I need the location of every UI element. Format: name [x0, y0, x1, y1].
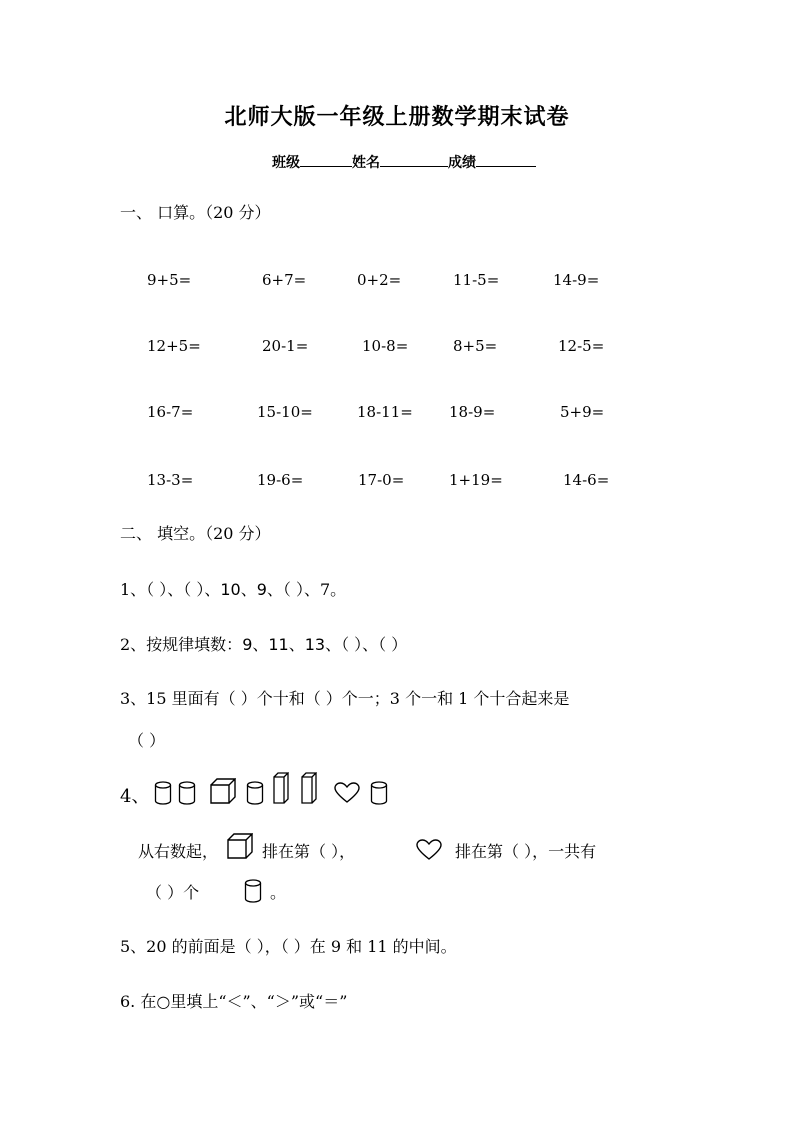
problem: 6+7=: [262, 271, 307, 289]
problem: 13-3=: [147, 471, 194, 489]
q1-nums: 10、9、: [220, 580, 283, 599]
q4-line1-b: 排在第（ ），: [262, 842, 356, 861]
problem: 15-10=: [257, 403, 313, 421]
problem: 1+19=: [449, 471, 503, 489]
problem: 18-9=: [449, 403, 496, 421]
class-label: 班级: [272, 155, 300, 171]
cuboid-icon: [301, 772, 317, 804]
problem: 19-6=: [257, 471, 304, 489]
question-4-label: 4、: [120, 786, 150, 807]
problem: 10-8=: [362, 337, 409, 355]
cylinder-icon: [370, 781, 388, 805]
heart-icon: [416, 839, 442, 861]
problem: 20-1=: [262, 337, 309, 355]
problem: 18-11=: [357, 403, 413, 421]
cylinder-icon: [244, 879, 262, 903]
q1-suffix: （ ）、7。: [282, 580, 347, 599]
problem: 12+5=: [147, 337, 201, 355]
q1-prefix: 1、（ ）、（ ）、: [120, 580, 221, 599]
name-blank[interactable]: [380, 152, 448, 167]
problem: 16-7=: [147, 403, 194, 421]
q2-nums: 9、11、13、: [242, 635, 342, 654]
cylinder-icon: [154, 781, 172, 805]
question-3-line2: （ ）: [128, 731, 166, 750]
page-title: 北师大版一年级上册数学期末试卷: [224, 104, 570, 130]
heart-icon: [334, 782, 360, 804]
question-3-line1: 3、15 里面有（ ）个十和（ ）个一；3 个一和 1 个十合起来是: [120, 689, 570, 708]
problem: 0+2=: [357, 271, 402, 289]
q2-prefix: 2、按规律填数：: [120, 635, 243, 654]
problem: 14-9=: [553, 271, 600, 289]
problem: 12-5=: [558, 337, 605, 355]
cube-icon: [210, 778, 236, 804]
q4-line1-c: 排在第（ ），一共有: [455, 842, 597, 861]
problem: 14-6=: [563, 471, 610, 489]
question-2: [120, 632, 407, 655]
q2-suffix: （ ）、（ ）: [341, 635, 408, 654]
problem: 5+9=: [560, 403, 605, 421]
score-label: 成绩: [448, 155, 476, 171]
cylinder-icon: [246, 781, 264, 805]
q4-line2-b: 。: [270, 883, 287, 902]
q4-line2-a: （ ）个: [146, 883, 200, 902]
name-label: 姓名: [352, 155, 380, 171]
cube-icon: [227, 833, 253, 859]
problem: 8+5=: [453, 337, 498, 355]
cylinder-icon: [178, 781, 196, 805]
class-blank[interactable]: [300, 152, 352, 167]
question-6: 6. 在○里填上“＜”、“＞”或“＝”: [120, 992, 348, 1011]
problem: 17-0=: [358, 471, 405, 489]
cuboid-icon: [273, 772, 289, 804]
score-blank[interactable]: [476, 152, 536, 167]
problem: 11-5=: [453, 271, 500, 289]
question-1: [120, 577, 346, 600]
header-fields: [272, 152, 536, 172]
section2-heading: 二、 填空。（20 分）: [120, 524, 271, 543]
q4-line1-a: 从右数起，: [138, 842, 219, 861]
section1-heading: 一、 口算。（20 分）: [120, 203, 271, 222]
question-5: 5、20 的前面是（ ），（ ）在 9 和 11 的中间。: [120, 937, 457, 956]
problem: 9+5=: [147, 271, 192, 289]
